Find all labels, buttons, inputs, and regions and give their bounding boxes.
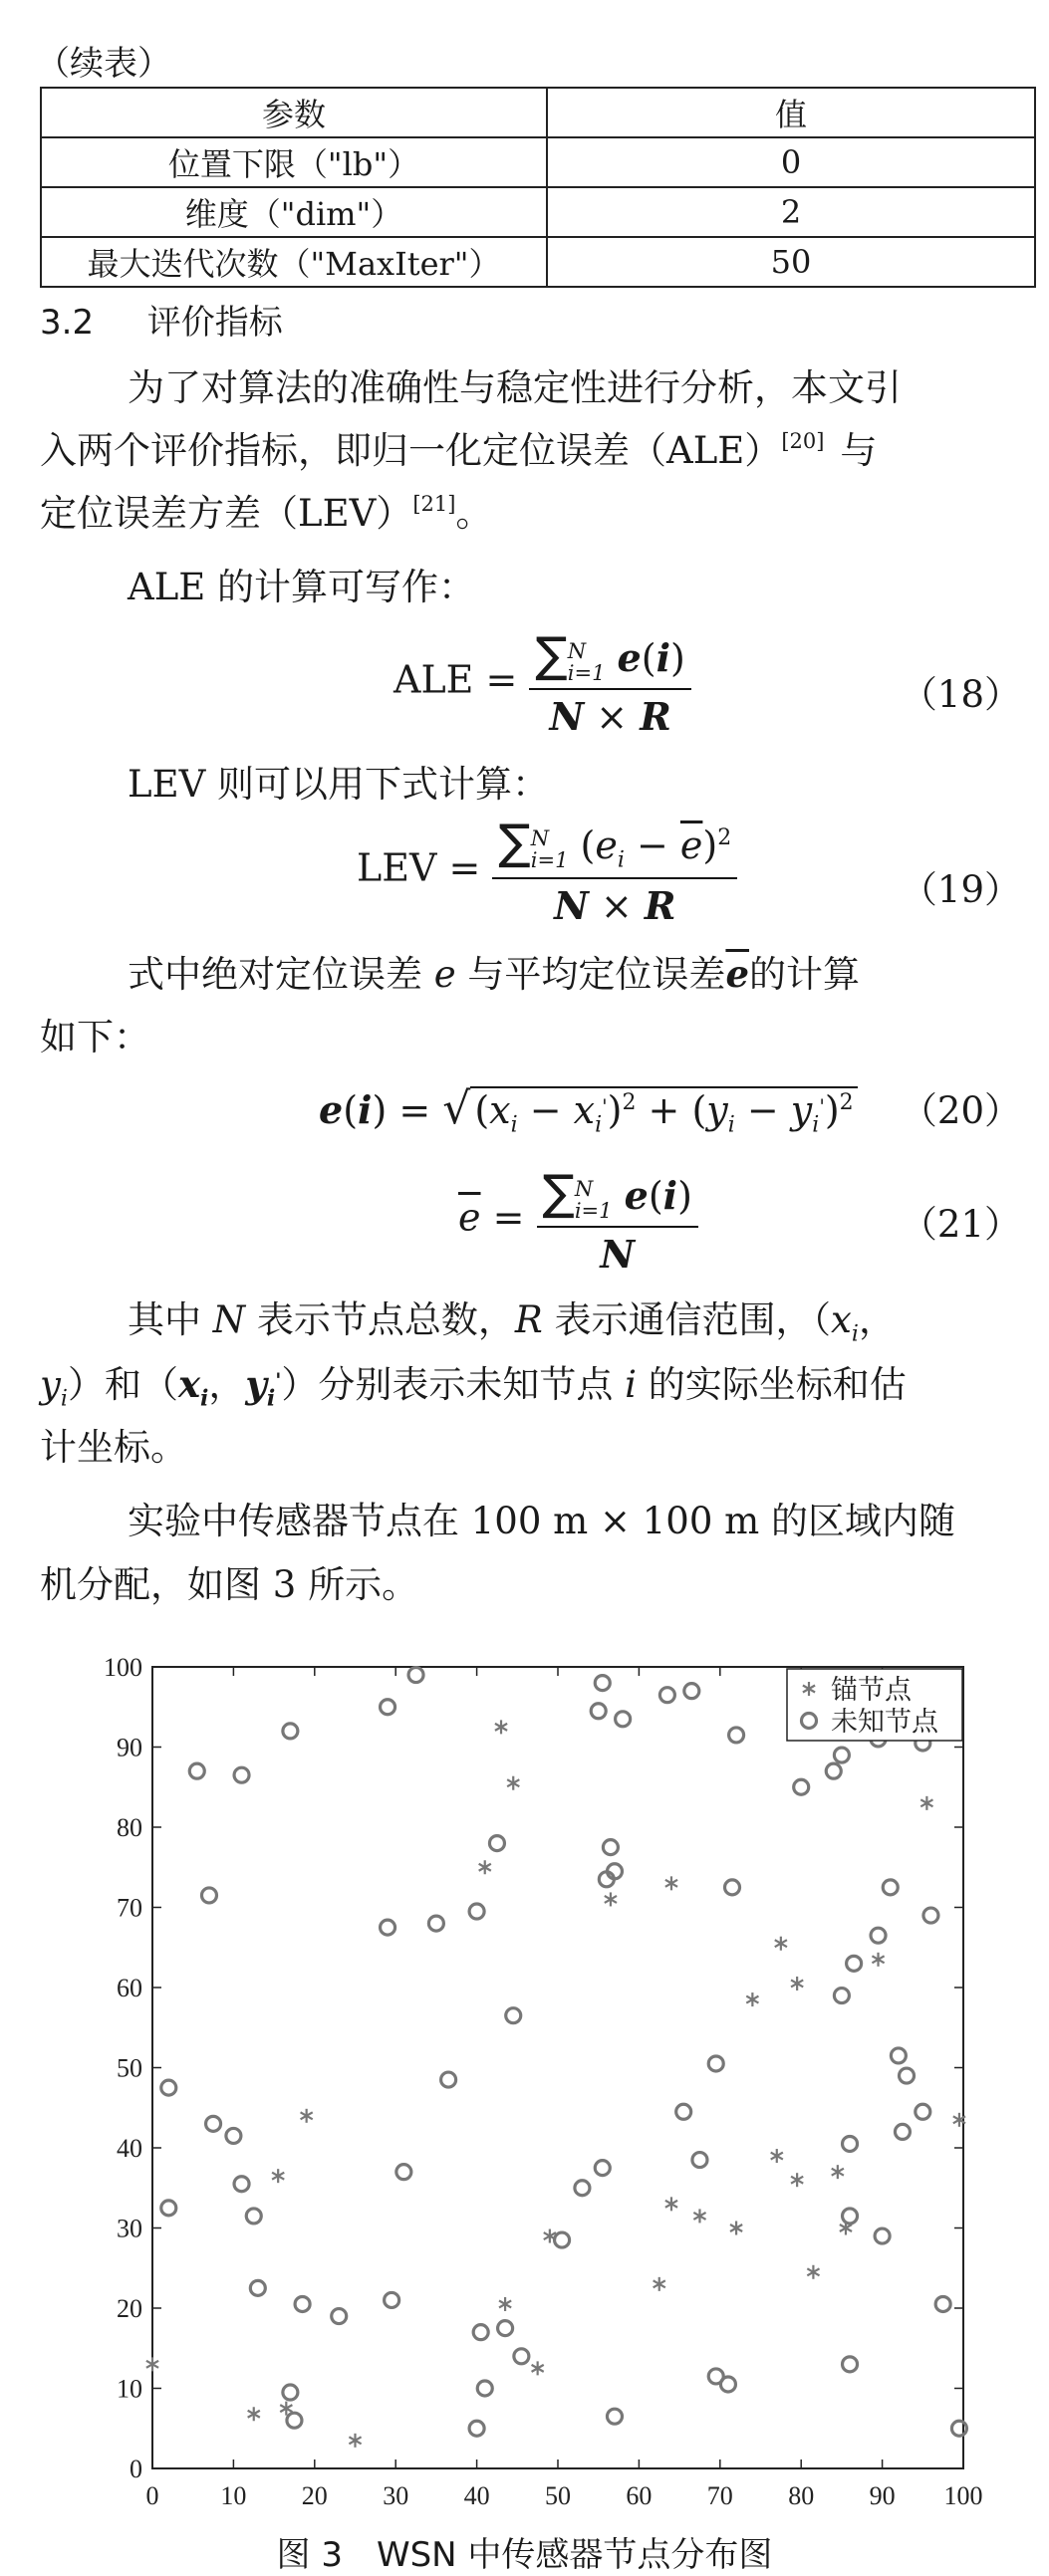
lev-symbol: LEV <box>357 845 437 890</box>
ale-symbol: ALE <box>393 657 474 702</box>
legend-label: 锚节点 <box>831 1675 912 1706</box>
unknown-node-point <box>725 1880 740 1895</box>
equation-20 <box>40 1083 1021 1153</box>
anchor-node-point <box>791 2173 803 2187</box>
section-number: 3.2 <box>40 303 95 343</box>
figure-caption: 图 3 WSN 中传感器节点分布图 <box>276 2535 773 2575</box>
y-tick-label: 90 <box>117 1733 142 1762</box>
ale-formula: ALE = ∑ N i=1 e(i) N × R <box>393 627 691 739</box>
anchor-node-point <box>771 2149 783 2163</box>
parameter-table <box>40 87 1036 288</box>
table-header-row <box>41 88 1035 137</box>
unknown-node-point <box>595 2161 610 2176</box>
equation-19 <box>40 815 1021 944</box>
anchor-node-point <box>807 2265 819 2279</box>
unknown-node-point <box>708 2056 723 2071</box>
unknown-node-point <box>916 2104 930 2119</box>
unknown-node-point <box>591 1704 606 1719</box>
table-continued-label: （续表） <box>36 44 171 84</box>
unknown-node-point <box>843 2209 858 2224</box>
unknown-node-point <box>603 1840 618 1855</box>
x-tick-label: 60 <box>626 2481 653 2510</box>
y-tick-label: 0 <box>130 2455 142 2483</box>
y-tick-label: 80 <box>117 1813 142 1842</box>
anchor-node-point <box>730 2222 742 2235</box>
unknown-node-point <box>659 1688 674 1703</box>
unknown-node-point <box>595 1676 610 1691</box>
anchor-node-point <box>665 2197 677 2211</box>
equation-number-18: （18） <box>900 673 1021 716</box>
unknown-node-point <box>575 2181 590 2196</box>
unknown-node-point <box>408 1668 423 1683</box>
anchor-node-point <box>272 2169 284 2183</box>
symbol-R: R <box>514 1298 543 1341</box>
unknown-node-point <box>506 2008 521 2023</box>
equation-number-21: （21） <box>900 1203 1021 1246</box>
anchor-node-point <box>665 1876 677 1890</box>
para3-text: 其中 <box>128 1298 213 1341</box>
x-tick-label: 70 <box>706 2481 733 2510</box>
unknown-node-point <box>396 2165 411 2180</box>
unknown-node-point <box>923 1908 938 1923</box>
anchor-node-point <box>349 2434 361 2448</box>
table-cell-param: 最大迭代次数（"MaxIter"） <box>41 237 547 287</box>
para4-line2: 机分配，如图 3 所示。 <box>40 1563 419 1606</box>
para2-line1 <box>128 946 1021 1003</box>
unknown-node-point <box>826 1763 841 1778</box>
y-tick-label: 40 <box>117 2134 142 2163</box>
x-tick-label: 90 <box>869 2481 896 2510</box>
unknown-node-point <box>385 2292 399 2307</box>
unknown-node-point <box>473 2325 488 2340</box>
para1-text: 与 <box>840 429 878 472</box>
table-cell-value: 0 <box>547 137 1035 187</box>
mean-error-formula: $\overline{e}$ = ∑ N i=1 e(i) N <box>458 1165 698 1277</box>
unknown-node-point <box>381 1700 395 1715</box>
anchor-node-point <box>605 1892 617 1906</box>
para3-line3: 计坐标。 <box>40 1426 187 1469</box>
x-tick-label: 100 <box>943 2481 983 2510</box>
table-row <box>41 237 1035 287</box>
anchor-node-point <box>495 1720 507 1734</box>
unknown-node-point <box>441 2072 456 2087</box>
para2-text: 的计算 <box>748 953 860 996</box>
unknown-node-point <box>469 2421 484 2436</box>
unknown-node-point <box>951 2421 966 2436</box>
unknown-node-point <box>692 2153 707 2168</box>
para2-text: 与平均定位误差 <box>455 953 726 996</box>
y-tick-label: 60 <box>117 1974 142 2002</box>
unknown-node-point <box>283 2385 298 2400</box>
lev-formula: LEV = ∑ N i=1 $(e_i - \overline{e})^2$ N × R <box>357 815 737 928</box>
x-tick-label: 50 <box>545 2481 571 2510</box>
unknown-node-point <box>206 2116 221 2131</box>
para4-line1: 实验中传感器节点在 100 m × 100 m 的区域内随 <box>128 1500 955 1542</box>
para1-text: 。 <box>455 492 493 535</box>
unknown-node-point <box>428 1916 443 1931</box>
para2-line2: 如下： <box>40 1016 150 1058</box>
unknown-node-point <box>498 2321 513 2336</box>
y-tick-label: 100 <box>104 1653 142 1682</box>
y-tick-label: 50 <box>117 2053 142 2083</box>
unknown-node-point <box>189 1763 204 1778</box>
unknown-node-point <box>161 2201 176 2216</box>
anchor-node-point <box>479 1860 491 1874</box>
x-tick-label: 40 <box>463 2481 490 2510</box>
table-header-value: 值 <box>547 88 1035 137</box>
table-cell-value: 50 <box>547 237 1035 287</box>
unknown-node-point <box>684 1684 699 1699</box>
symbol-e: e <box>433 953 456 996</box>
anchor-node-point <box>248 2407 260 2421</box>
x-tick-label: 10 <box>220 2481 247 2510</box>
para3-line2: $y_i$）和（$x_i$，$y_i'$）分别表示未知节点 i 的实际坐标和估 <box>40 1362 907 1412</box>
para3-text: 的实际坐标和估 <box>636 1363 907 1406</box>
unknown-node-point <box>935 2296 950 2311</box>
unknown-node-point <box>834 1989 849 2003</box>
unknown-node-point <box>794 1779 809 1794</box>
unknown-node-point <box>676 2104 691 2119</box>
unknown-node-point <box>843 2136 858 2151</box>
para1-text: 入两个评价指标，即归一化定位误差（ALE） <box>40 429 782 472</box>
para3-line1: 其中 N 表示节点总数，R 表示通信范围，（$x_i$， <box>128 1298 896 1347</box>
para1-line1: 为了对算法的准确性与稳定性进行分析，本文引 <box>128 366 902 409</box>
anchor-node-point <box>654 2277 665 2291</box>
symbol-e-bar: $\overline{e}$ <box>725 952 749 996</box>
anchor-node-point <box>507 1776 519 1790</box>
unknown-node-point <box>843 2357 858 2372</box>
table-row <box>41 187 1035 237</box>
unknown-node-point <box>477 2381 492 2396</box>
para3-text: ， <box>858 1298 896 1341</box>
anchor-node-point <box>693 2209 705 2223</box>
y-tick-label: 70 <box>117 1893 142 1923</box>
unknown-node-point <box>332 2309 347 2324</box>
para1-text: 定位误差方差（LEV） <box>40 492 413 535</box>
unknown-node-point <box>895 2124 910 2139</box>
unknown-node-point <box>234 2177 249 2192</box>
unknown-node-point <box>891 2048 906 2063</box>
unknown-node-point <box>607 2409 622 2424</box>
x-tick-label: 0 <box>145 2481 159 2510</box>
distance-formula: e(i) = √ $(x_i - x_i')^2 + (y_i - y_i')^2$ <box>319 1083 858 1138</box>
table-cell-param: 位置下限（"lb"） <box>41 137 547 187</box>
unknown-node-point <box>720 2377 735 2392</box>
unknown-node-point <box>834 1748 849 1762</box>
para1-line3 <box>40 486 1021 542</box>
node-distribution-chart <box>0 1601 1049 2522</box>
section-title: 评价指标 <box>146 303 283 343</box>
symbol-i: i <box>625 1363 637 1406</box>
symbol-N: N <box>212 1298 246 1341</box>
anchor-node-point <box>146 2357 158 2371</box>
anchor-node-point <box>832 2165 844 2179</box>
unknown-node-point <box>295 2296 310 2311</box>
para3-text: ）分别表示未知节点 <box>281 1363 626 1406</box>
x-tick-label: 30 <box>383 2481 409 2510</box>
unknown-node-point <box>514 2349 529 2364</box>
unknown-node-point <box>234 1767 249 1782</box>
unknown-node-point <box>900 2068 915 2083</box>
unknown-node-point <box>287 2413 302 2428</box>
para3-text: 表示通信范围，（ <box>542 1298 832 1341</box>
unknown-node-point <box>489 1836 504 1851</box>
anchor-node-point <box>775 1937 787 1951</box>
citation-21: [21] <box>412 492 456 516</box>
equation-number-19: （19） <box>900 868 1021 911</box>
ale-intro: ALE 的计算可写作： <box>128 566 476 608</box>
lev-intro: LEV 则可以用下式计算： <box>128 763 550 806</box>
anchor-node-point <box>499 2297 511 2311</box>
unknown-node-point <box>847 1956 862 1971</box>
y-tick-label: 10 <box>117 2374 142 2404</box>
unknown-node-point <box>883 1880 898 1895</box>
unknown-node-point <box>201 1888 216 1903</box>
plot-frame <box>152 1667 963 2468</box>
anchor-node-point <box>791 1977 803 1991</box>
y-tick-label: 20 <box>117 2294 142 2323</box>
y-tick-label: 30 <box>117 2214 142 2243</box>
legend-label: 未知节点 <box>831 1707 938 1738</box>
unknown-node-point <box>381 1920 395 1935</box>
anchor-node-point <box>920 1796 932 1810</box>
para3-text: ）和（ <box>67 1363 178 1406</box>
x-tick-label: 80 <box>788 2481 815 2510</box>
anchor-node-point <box>872 1953 884 1967</box>
anchor-node-point <box>301 2109 313 2123</box>
unknown-node-point <box>616 1712 631 1727</box>
unknown-node-point <box>729 1728 744 1743</box>
para3-text: 表示节点总数， <box>245 1298 515 1341</box>
x-tick-label: 20 <box>301 2481 328 2510</box>
unknown-node-point <box>555 2232 570 2247</box>
unknown-node-point <box>875 2228 890 2243</box>
para2-text: 式中绝对定位误差 <box>128 953 434 996</box>
anchor-node-point <box>532 2361 544 2375</box>
unknown-node-point <box>469 1904 484 1919</box>
equation-18 <box>40 627 1021 757</box>
unknown-node-point <box>246 2209 261 2224</box>
table-header-param: 参数 <box>41 88 547 137</box>
unknown-node-point <box>161 2080 176 2095</box>
unknown-node-point <box>250 2280 265 2295</box>
unknown-node-point <box>226 2128 241 2143</box>
unknown-node-point <box>283 1724 298 1739</box>
table-cell-param: 维度（"dim"） <box>41 187 547 237</box>
para1-line2 <box>40 423 1021 479</box>
unknown-node-point <box>871 1928 886 1943</box>
table-row <box>41 137 1035 187</box>
equation-21 <box>40 1165 1021 1294</box>
table-cell-value: 2 <box>547 187 1035 237</box>
equation-number-20: （20） <box>900 1089 1021 1132</box>
section-heading <box>40 295 1021 351</box>
anchor-node-point <box>746 1992 758 2006</box>
citation-20: [20] <box>781 429 825 453</box>
